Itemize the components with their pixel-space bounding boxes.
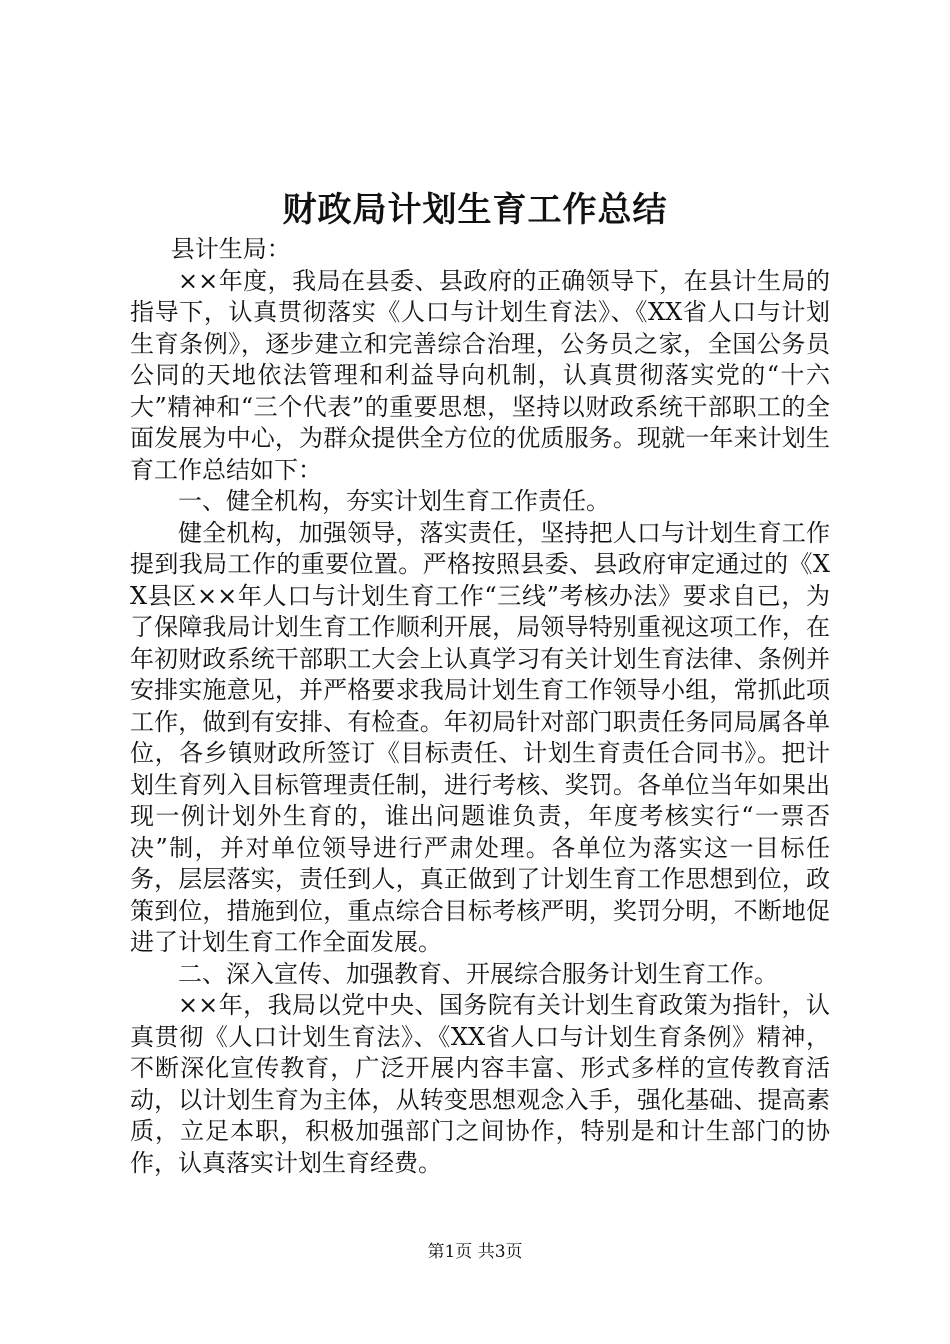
intro-paragraph: ××年度，我局在县委、县政府的正确领导下，在县计生局的指导下，认真贯彻落实《人口与计划生育法》、《XX省人口与计划生育条例》，逐步建立和完善综合治理，公务员之家，全国公务员公同的天地依法管理和利益导向机制，认真贯彻落实党的“十六大”精神和“三个代表”的重要思想，坚持以财政系统干部职工的全面发展为中心，为群众提供全方位的优质服务。现就一年来计划生育工作总结如下： <box>130 266 830 484</box>
page-number-footer: 第1页 共3页 <box>427 1242 523 1262</box>
section-heading-2: 二、深入宣传、加强教育、开展综合服务计划生育工作。 <box>178 959 778 988</box>
section-1-paragraph: 健全机构，加强领导，落实责任，坚持把人口与计划生育工作提到我局工作的重要位置。严格按照县委、县政府审定通过的《XX县区××年人口与计划生育工作“三线”考核办法》要求自已，为了保障我局计划生育工作顺利开展，局领导特别重视这项工作，在年初财政系统干部职工大会上认真学习有关计划生育法律、条例并安排实施意见，并严格要求我局计划生育工作领导小组，常抓此项工作，做到有安排、有检查。年初局针对部门职责任务同局属各单位，各乡镇财政所签订《目标责任、计划生育责任合同书》。把计划生育列入目标管理责任制，进行考核、奖罚。各单位当年如果出现一例计划外生育的，谁出问题谁负责，年度考核实行“一票否决”制，并对单位领导进行严肃处理。各单位为落实这一目标任务，层层落实，责任到人，真正做到了计划生育工作思想到位，政策到位，措施到位，重点综合目标考核严明，奖罚分明，不断地促进了计划生育工作全面发展。 <box>130 518 830 956</box>
salutation-paragraph: 县计生局： <box>170 235 291 263</box>
document-title: 财政局计划生育工作总结 <box>282 190 668 230</box>
document-body <box>130 234 830 1179</box>
section-2-paragraph: ××年，我局以党中央、国务院有关计划生育政策为指针，认真贯彻《人口计划生育法》、《XX省人口与计划生育条例》精神，不断深化宣传教育，广泛开展内容丰富、形式多样的宣传教育活动，以计划生育为主体，从转变思想观念入手，强化基础、提高素质，立足本职，积极加强部门之间协作，特别是和计生部门的协作，认真落实计划生育经费。 <box>130 991 830 1177</box>
section-heading-1: 一、健全机构，夯实计划生育工作责任。 <box>178 487 610 515</box>
